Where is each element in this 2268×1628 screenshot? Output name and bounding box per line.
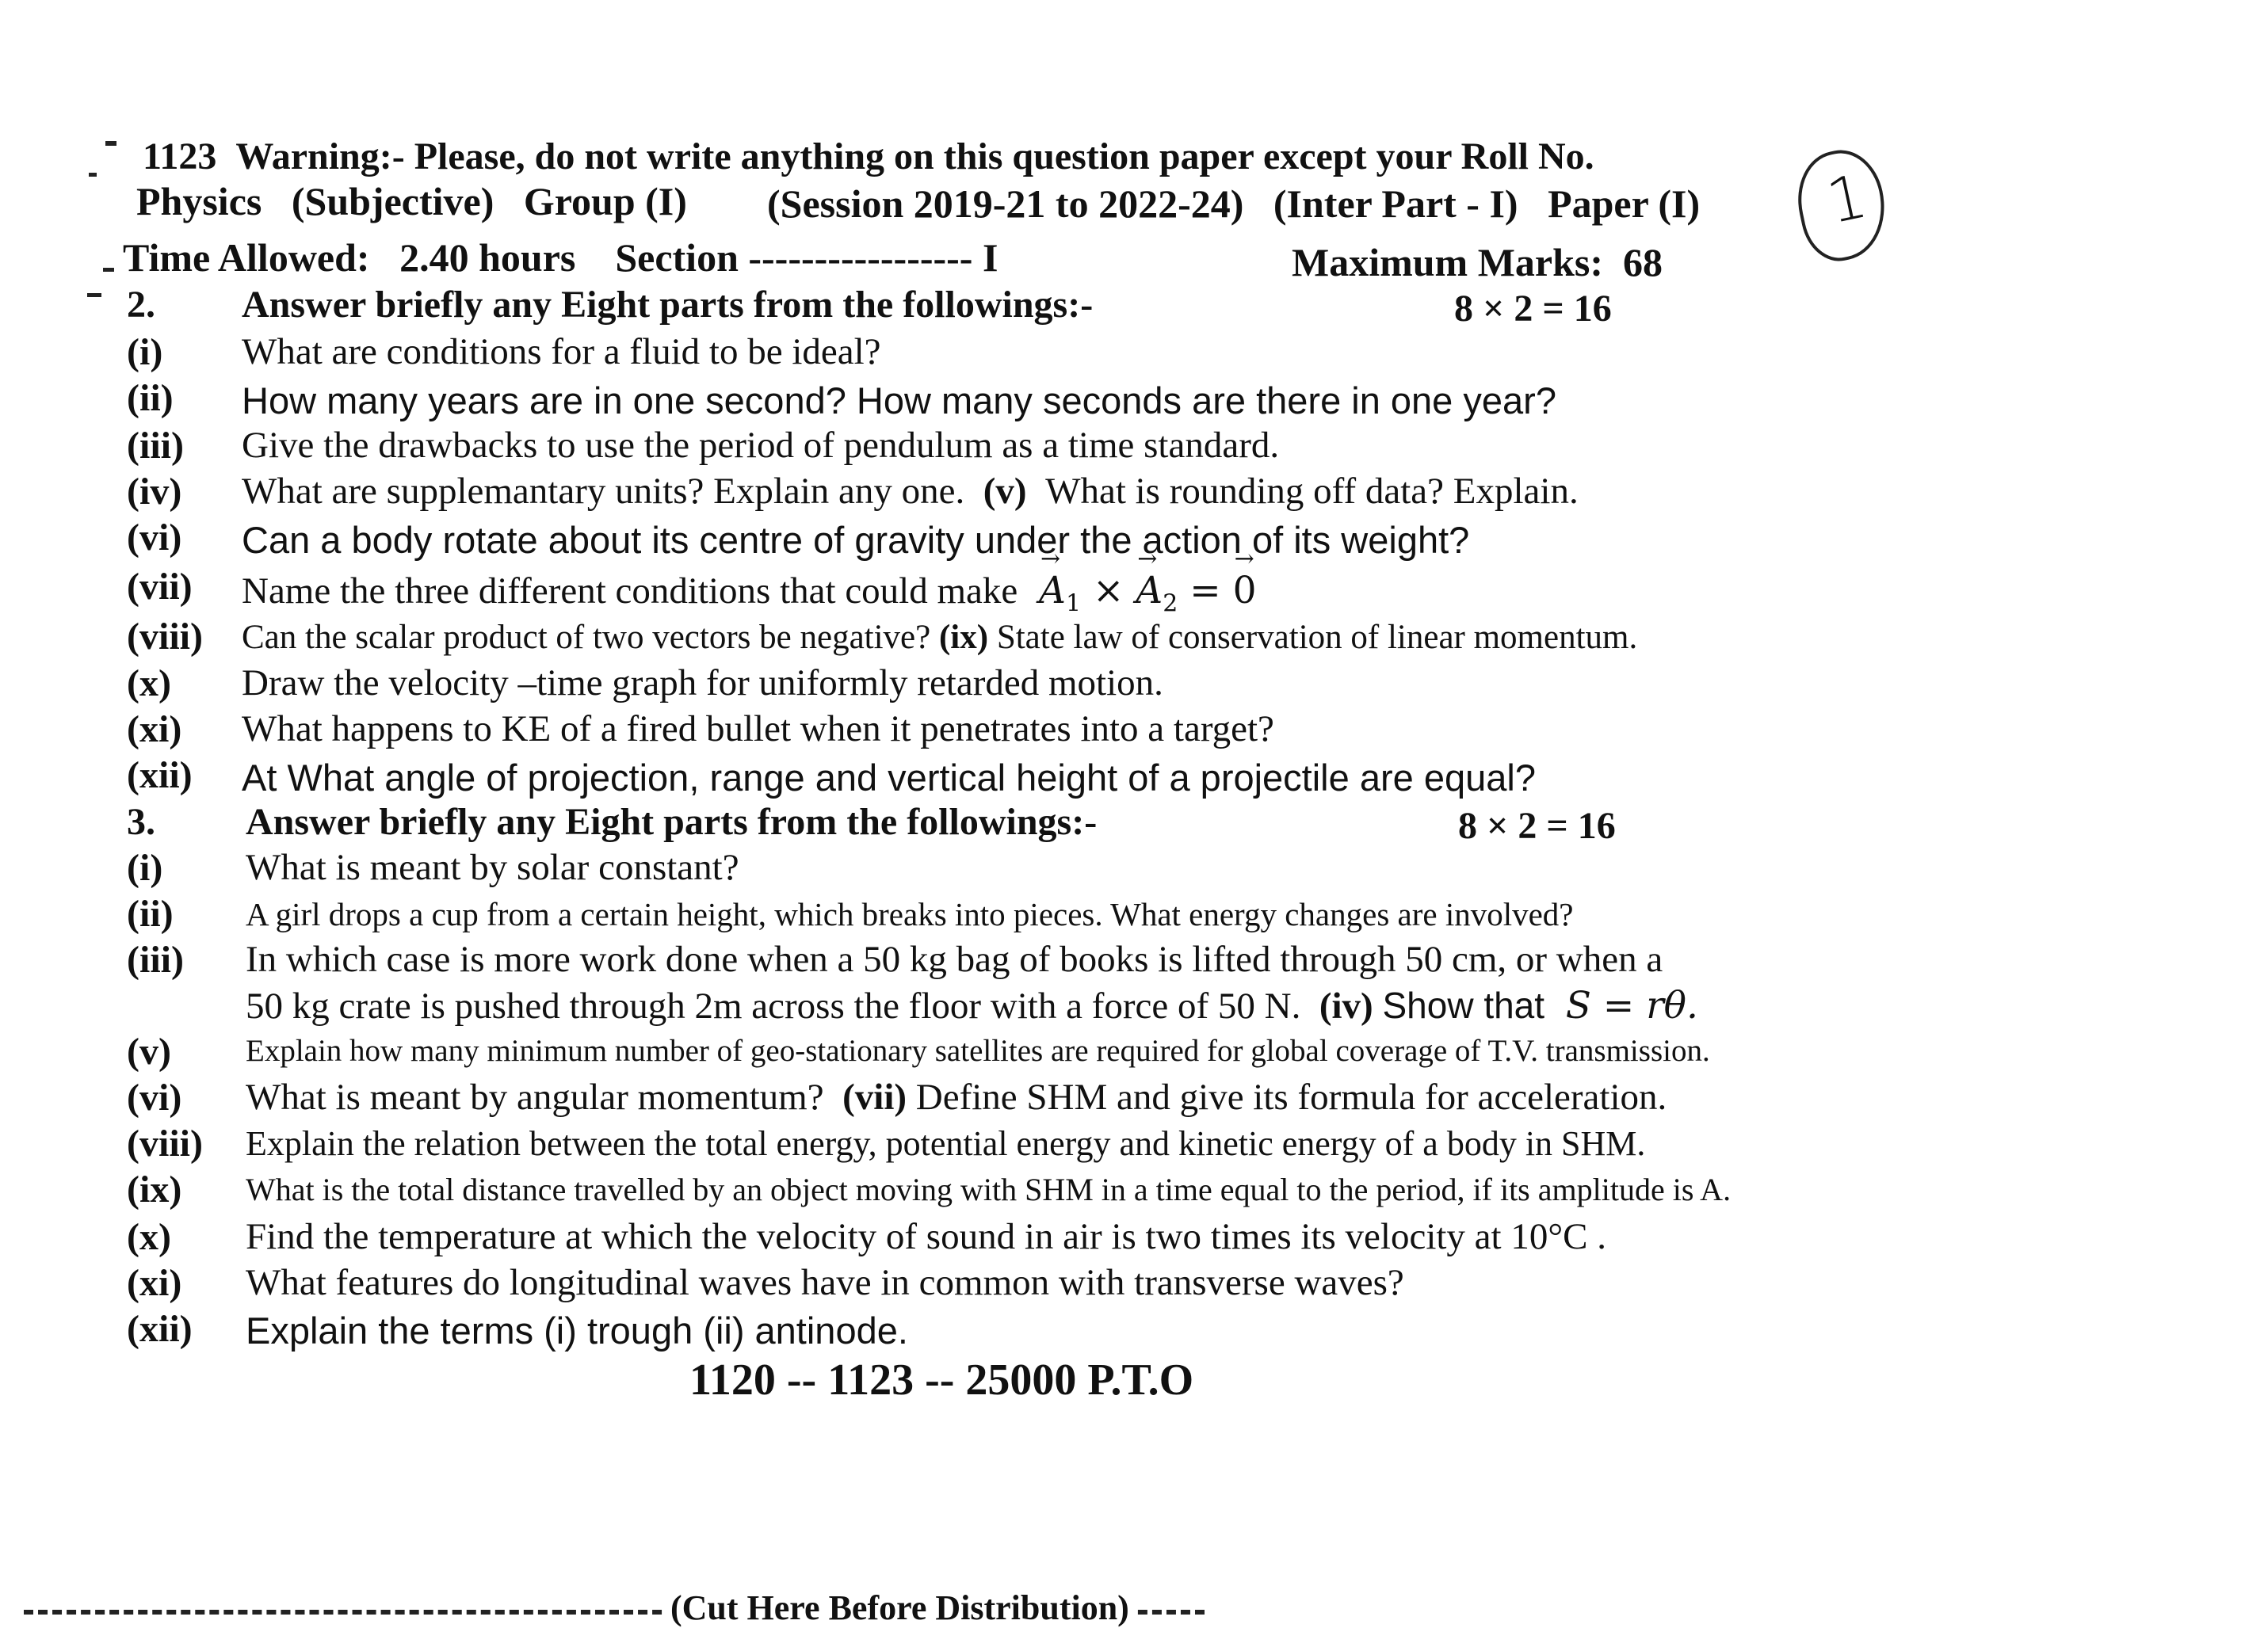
q2-part-label: (xi) [127,708,182,750]
q3-part-label: (viii) [127,1123,203,1165]
q3-part-text: Find the temperature at which the velocity of sound in air is two times its velocity at 10°C . [246,1216,1606,1257]
q3-part-text: What is the total distance travelled by an object moving with SHM in a time equal to the period, if its amplitude is A. [246,1172,1732,1207]
q2-part-text [242,569,1257,617]
q2-part-label: (vii) [127,566,193,608]
q3-part-label: (x) [127,1216,171,1258]
warning-line [143,135,1594,178]
q3-iii-text2: 50 kg crate is pushed through 2m across the floor with a force of 50 N. [246,986,1301,1027]
q3-part-label: (ii) [127,893,174,935]
q2-part-label: (viii) [127,616,203,658]
q3-part-text: What features do longitudinal waves have in common with transverse waves? [246,1262,1404,1303]
q2-part-text: What are conditions for a fluid to be ideal? [242,331,881,372]
q2-part-text: Give the drawbacks to use the period of pendulum as a time standard. [242,425,1280,466]
footer-code: 1120 -- 1123 -- 25000 P.T.O [689,1355,1194,1405]
q2-part-label: (x) [127,662,171,704]
paper: Paper (I) [1548,181,1701,226]
max-marks-label: Maximum Marks: [1292,240,1603,284]
section-label: Section ----------------- I [615,235,998,280]
q3-part-label: (i) [127,847,163,889]
q2-part-text: At What angle of projection, range and vertical height of a projectile are equal? [242,757,1536,799]
part: (Inter Part - I) [1273,181,1518,226]
q2-part-label: (xii) [127,754,193,796]
q3-part-text: In which case is more work done when a 50 kg bag of books is lifted through 50 cm, or when a [246,939,1663,980]
q2-part-text: How many years are in one second? How many seconds are there in one year? [242,379,1556,421]
paper-code: 1123 [143,135,217,177]
q2-part-label: (iii) [127,425,184,467]
q3-vii-text: Define SHM and give its formula for acceleration. [915,1077,1667,1118]
q3-instruction: Answer briefly any Eight parts from the followings:- [246,801,1098,843]
scan-speck [89,173,97,177]
q2-part-label: (ii) [127,377,174,419]
subject: Physics [136,179,262,223]
scan-speck [105,141,116,146]
max-marks [1292,239,1663,285]
q2-ix-label: (ix) [938,619,989,656]
q3-part-text: A girl drops a cup from a certain height, which breaks into pieces. What energy changes are involved? [246,896,1574,932]
q3-part-label: (xi) [127,1262,182,1304]
q3-part-text [246,1076,1667,1119]
arc-length-formula: S = rθ. [1553,984,1698,1028]
q2-part-label: (vi) [127,517,182,559]
q3-iv-label: (iv) [1319,986,1373,1027]
q2-part-text: Can a body rotate about its centre of gravity under the action of its weight? [242,519,1470,561]
subject-line [136,178,687,224]
q2-iv-text: What are supplemantary units? Explain any one. [242,471,965,512]
session-line [767,181,1700,227]
scan-speck [103,268,114,272]
q3-part-text: Explain how many minimum number of geo-stationary satellites are required for global coverage of T.V. transmission. [246,1034,1710,1068]
q3-part-label: (vi) [127,1077,182,1119]
q3-part-text: Explain the terms (i) trough (ii) antinode. [246,1310,908,1352]
page-number-circle [1789,143,1895,267]
session: (Session 2019-21 to 2022-24) [767,181,1244,226]
q2-marks: 8 × 2 = 16 [1454,288,1612,330]
q2-number: 2. [127,284,155,326]
q2-ix-text: State law of conservation of linear momentum. [996,619,1638,656]
q2-part-text: What happens to KE of a fired bullet when it penetrates into a target? [242,708,1274,749]
q3-part-label: (v) [127,1031,171,1073]
time-value: 2.40 hours [399,235,576,280]
q2-v-label: (v) [983,471,1027,512]
q3-vi-text: What is meant by angular momentum? [246,1077,824,1118]
q3-part-text: What is meant by solar constant? [246,847,739,888]
paper-type: (Subjective) [291,179,494,223]
time-line [123,234,998,280]
q3-vii-label: (vii) [842,1077,907,1118]
page-number: 1 [1820,160,1873,238]
cross-product-equation: → $A_1$ × → $A_2$ = → 0 [1027,569,1256,612]
time-label: Time Allowed: [123,235,370,280]
max-marks-value: 68 [1623,240,1663,284]
warning-text: Warning:- Please, do not write anything on this question paper except your Roll No. [235,135,1594,177]
group: Group (I) [523,179,687,223]
q3-iv-text: Show that [1382,985,1545,1026]
q3-part-text-continued [246,984,1698,1028]
q2-part-text: Draw the velocity –time graph for uniformly retarded motion. [242,662,1163,703]
q3-marks: 8 × 2 = 16 [1458,805,1616,847]
q3-part-label: (iii) [127,939,184,981]
q3-number: 3. [127,801,155,843]
q3-part-label: (ix) [127,1169,182,1211]
q2-vii-text: Name the three different conditions that could make [242,570,1018,612]
q2-part-text [242,618,1637,657]
q2-instruction: Answer briefly any Eight parts from the followings:- [242,284,1094,326]
q2-part-label: (i) [127,331,163,373]
q2-part-label: (iv) [127,471,182,513]
cut-here-label: (Cut Here Before Distribution) [666,1588,1134,1628]
q3-part-text: Explain the relation between the total energy, potential energy and kinetic energy of a body in SHM. [246,1124,1646,1163]
scan-speck [87,293,101,297]
q2-v-text: What is rounding off data? Explain. [1045,471,1579,512]
q2-viii-text: Can the scalar product of two vectors be negative? [242,619,931,656]
q3-part-label: (xii) [127,1308,193,1350]
q2-part-text [242,470,1579,513]
